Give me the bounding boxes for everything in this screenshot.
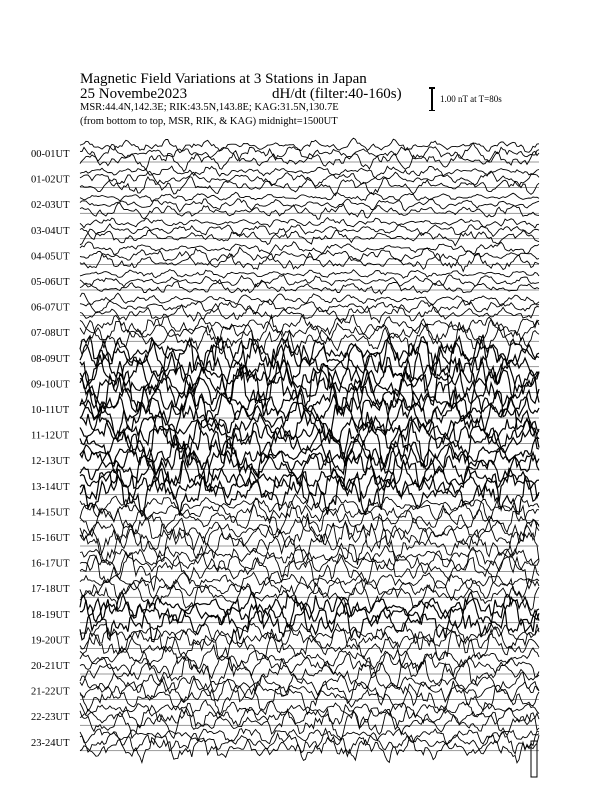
hour-label: 02-03UT <box>31 200 70 212</box>
trace-kag-03-04UT <box>80 218 539 228</box>
trace-rik-05-06UT <box>80 275 539 287</box>
hour-label: 03-04UT <box>31 225 70 237</box>
trace-msr-00-01UT <box>80 151 539 172</box>
station-coordinates: MSR:44.4N,142.3E; RIK:43.5N,143.8E; KAG:31.5N,130.7E <box>80 102 339 113</box>
trace-msr-01-02UT <box>80 177 539 196</box>
hour-label: 00-01UT <box>31 149 70 160</box>
trace-order-note: (from bottom to top, MSR, RIK, & KAG) midnight=1500UT <box>80 116 338 127</box>
hour-label: 01-02UT <box>31 174 70 186</box>
trace-kag-07-08UT <box>80 315 539 335</box>
hour-label: 23-24UT <box>31 737 70 749</box>
chart-title: Magnetic Field Variations at 3 Stations in Japan <box>80 71 367 87</box>
hour-label: 20-21UT <box>31 661 70 672</box>
hour-label: 18-19UT <box>31 609 70 621</box>
hour-label: 14-15UT <box>31 507 70 519</box>
chart-date: 25 Novembe2023 <box>80 86 188 102</box>
hour-label: 04-05UT <box>31 251 70 263</box>
trace-msr-04-05UT <box>80 253 539 272</box>
scale-label: 1.00 nT at T=80s <box>440 94 502 104</box>
trace-rik-04-05UT <box>80 247 539 262</box>
trace-rik-19-20UT <box>80 624 539 653</box>
trace-rik-23-24UT <box>80 729 539 754</box>
trace-rik-13-14UT <box>80 467 539 503</box>
trace-msr-02-03UT <box>80 203 539 219</box>
hour-label: 21-22UT <box>31 686 70 698</box>
hour-label: 16-17UT <box>31 558 70 570</box>
trace-kag-05-06UT <box>80 270 539 279</box>
hour-label: 09-10UT <box>31 379 70 391</box>
hour-label: 15-16UT <box>31 533 70 544</box>
hour-label: 19-20UT <box>31 635 70 647</box>
trace-msr-03-04UT <box>80 230 539 246</box>
hour-label: 06-07UT <box>31 302 70 314</box>
hour-label: 08-09UT <box>31 353 70 365</box>
trace-kag-02-03UT <box>80 192 539 201</box>
hour-label: 13-14UT <box>31 481 70 493</box>
hour-label: 12-13UT <box>31 456 70 468</box>
hour-label: 11-12UT <box>31 430 70 442</box>
chart-subtitle: dH/dt (filter:40-160s) <box>272 86 402 102</box>
hour-label: 22-23UT <box>31 712 70 724</box>
trace-kag-23-24UT <box>80 729 539 745</box>
trace-msr-22-23UT <box>80 709 539 740</box>
hour-label: 17-18UT <box>31 584 70 596</box>
hour-label: 10-11UT <box>31 405 70 416</box>
trace-msr-05-06UT <box>80 280 539 294</box>
hour-label: 07-08UT <box>31 328 70 340</box>
hour-label: 05-06UT <box>31 277 70 288</box>
